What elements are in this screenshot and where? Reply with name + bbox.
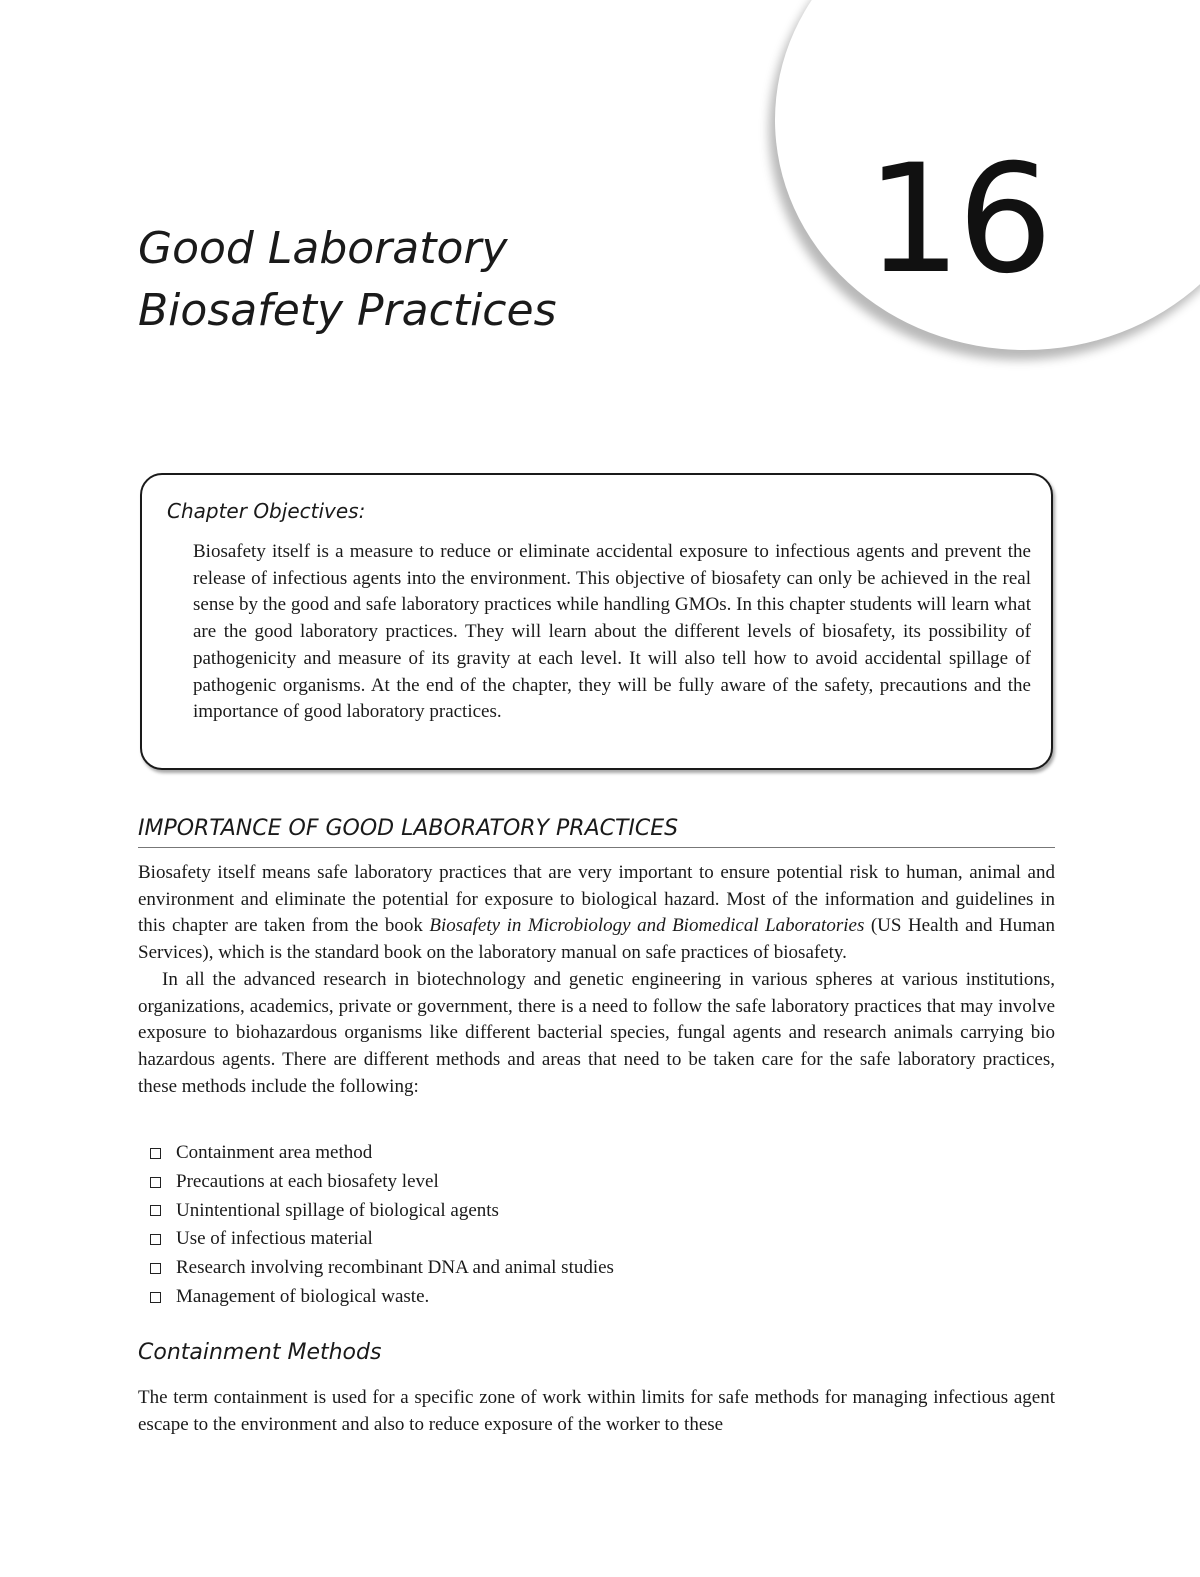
chapter-objectives-heading: Chapter Objectives: <box>167 499 366 523</box>
containment-body <box>138 1385 1055 1438</box>
list-item <box>150 1283 614 1312</box>
list-item-label: Research involving recombinant DNA and animal studies <box>176 1257 614 1279</box>
subsection-heading-containment: Containment Methods <box>138 1340 382 1365</box>
importance-paragraph-1-text-end: (US Health and Human Services), which is the standard book on the laboratory manual on safe practices of biosafety. <box>138 915 1055 964</box>
list-item-label: Unintentional spillage of biological agents <box>176 1199 499 1221</box>
chapter-title-line-2: Biosafety Practices <box>138 285 557 336</box>
list-item <box>150 1197 614 1226</box>
chapter-title <box>138 218 557 342</box>
list-item-label: Containment area method <box>176 1142 373 1163</box>
section-heading-importance: IMPORTANCE OF GOOD LABORATORY PRACTICES <box>138 814 1055 848</box>
chapter-number: 16 <box>866 133 1049 307</box>
list-item <box>150 1254 614 1283</box>
chapter-objectives-text: Biosafety itself is a measure to reduce or eliminate accidental exposure to infectious agents and prevent the release of infectious agents into the environment. This objective of biosafety can only be achieved in the real sense by the good and safe laboratory practices while handling GMOs. In this chapter students will learn what are the good laboratory practices. They will learn about the different levels of biosafety, its possibility of pathogenicity and measure of its gravity at each level. It will also tell how to avoid accidental spillage of pathogenic organisms. At the end of the chapter, they will be fully aware of the safety, precautions and the importance of good laboratory practices. <box>193 541 1031 723</box>
chapter-objectives-box <box>140 473 1053 770</box>
checkbox-bullet-icon <box>150 1177 161 1188</box>
list-item-label: Management of biological waste. <box>176 1285 430 1307</box>
book-title-reference: Biosafety in Microbiology and Biomedical Laboratories <box>429 915 865 937</box>
importance-paragraph-1 <box>138 860 1055 967</box>
list-item-label: Precautions at each biosafety level <box>176 1170 439 1192</box>
list-item <box>150 1225 614 1254</box>
list-item <box>150 1139 614 1168</box>
list-item-label: Use of infectious material <box>176 1228 373 1250</box>
checkbox-bullet-icon <box>150 1263 161 1274</box>
methods-list <box>150 1139 614 1312</box>
checkbox-bullet-icon <box>150 1234 161 1245</box>
checkbox-bullet-icon <box>150 1292 161 1303</box>
checkbox-bullet-icon <box>150 1205 161 1216</box>
containment-paragraph: The term containment is used for a specific zone of work within limits for safe methods for managing infectious agent escape to the environment and also to reduce exposure of the worker to these <box>138 1387 1055 1435</box>
importance-paragraph-2: In all the advanced research in biotechnology and genetic engineering in various spheres at various institutions, organizations, academics, private or government, there is a need to follow the safe laboratory practices that may involve exposure to biohazardous organisms like different bacterial species, fungal agents and research animals carrying bio hazardous agents. There are different methods and areas that need to be taken care for the safe laboratory practices, these methods include the following: <box>138 968 1055 1097</box>
importance-paragraph-1-text-start: Biosafety itself means safe laboratory practices that are very important to ensure potential risk to human, animal and environment and eliminate the potential for exposure to biological hazard. Most of the information and guidelines in this chapter are taken from the book <box>138 862 1055 937</box>
importance-body <box>138 860 1055 1100</box>
checkbox-bullet-icon <box>150 1148 161 1159</box>
chapter-title-line-1: Good Laboratory <box>138 223 508 274</box>
list-item <box>150 1168 614 1197</box>
